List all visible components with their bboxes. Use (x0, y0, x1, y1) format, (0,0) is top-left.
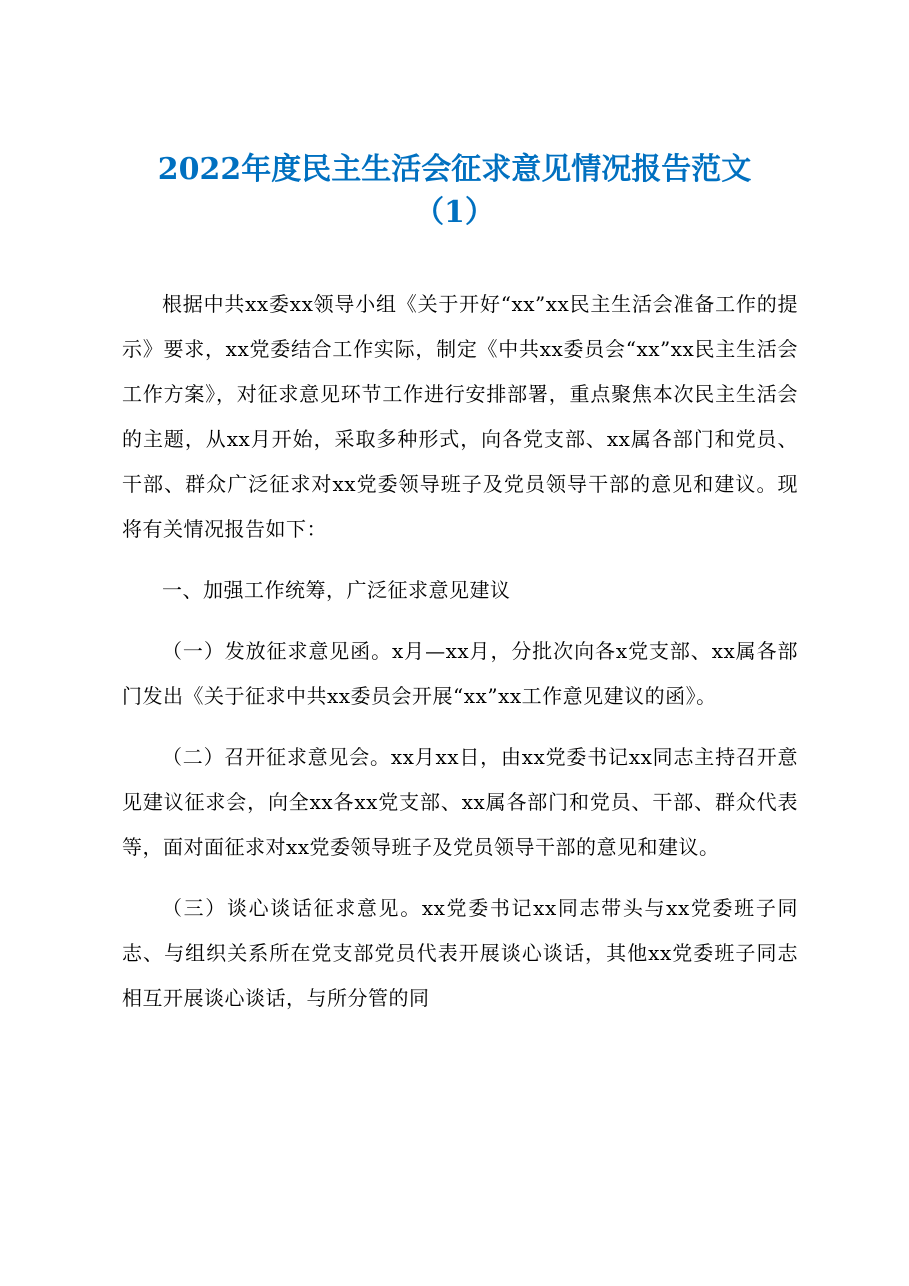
paragraph-3: （三）谈心谈话征求意见。xx党委书记xx同志带头与xx党委班子同志、与组织关系所在党支部党员代表开展谈心谈话，其他xx党委班子同志相互开展谈心谈话，与所分管的同 (122, 896, 798, 1010)
document-title-number: （1） (414, 195, 495, 230)
paragraph-1: （一）发放征求意见函。x月—xx月，分批次向各x党支部、xx属各部门发出《关于征求中共xx委员会开展“xx”xx工作意见建议的函》。 (122, 639, 798, 708)
paragraph-2: （二）召开征求意见会。xx月xx日，由xx党委书记xx同志主持召开意见建议征求会，向全xx各xx党支部、xx属各部门和党员、干部、群众代表等，面对面征求对xx党委领导班子及党员领导干部的意见和建议。 (122, 745, 798, 859)
document-body (122, 282, 798, 1021)
document-title: 2022年度民主生活会征求意见情况报告范文 (157, 152, 752, 187)
intro-paragraph: 根据中共xx委xx领导小组《关于开好“xx”xx民主生活会准备工作的提示》要求，xx党委结合工作实际，制定《中共xx委员会“xx”xx民主生活会工作方案》，对征求意见环节工作进行安排部署，重点聚焦本次民主生活会的主题，从xx月开始，采取多种形式，向各党支部、xx属各部门和党员、干部、群众广泛征求对xx党委领导班子及党员领导干部的意见和建议。现将有关情况报告如下： (122, 292, 798, 541)
section-heading: 一、加强工作统筹，广泛征求意见建议 (162, 578, 511, 602)
